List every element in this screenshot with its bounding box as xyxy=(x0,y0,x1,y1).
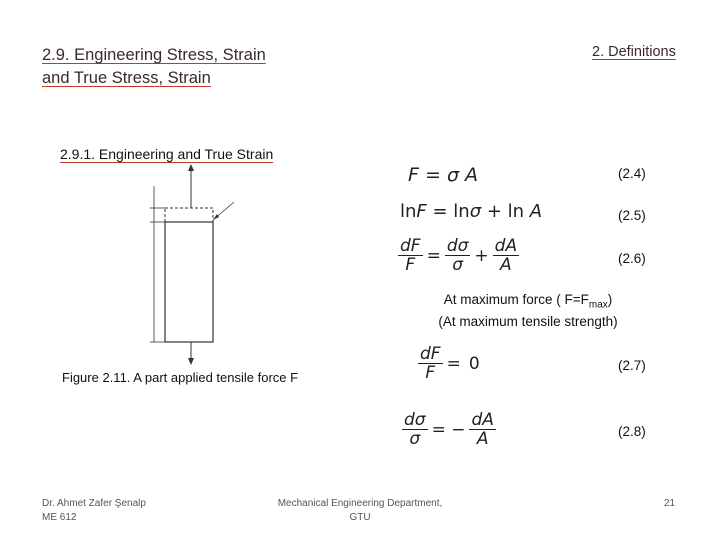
footer-department-block xyxy=(260,497,460,525)
specimen-body xyxy=(165,222,213,342)
footer-university: GTU xyxy=(349,512,371,523)
max-force-note-line1: At maximum force ( $F=F_{max}$) xyxy=(443,292,613,311)
footer-author-block xyxy=(42,497,146,525)
equation-2-5: lnF = lnσ + ln A xyxy=(400,201,543,222)
equation-number: (2.8) xyxy=(618,424,646,439)
equation-number: (2.6) xyxy=(618,251,646,266)
footer-department: Mechanical Engineering Department, xyxy=(277,498,443,509)
footer-course: ME 612 xyxy=(42,512,77,523)
slide-title-line2: and True Stress, Strain xyxy=(42,69,211,87)
equation-2-4: F = σ A xyxy=(408,164,479,186)
equation-number: (2.5) xyxy=(618,208,646,223)
equation-number: (2.4) xyxy=(618,166,646,181)
footer-author: Dr. Ahmet Zafer Şenalp xyxy=(42,498,146,509)
max-force-note xyxy=(412,292,644,329)
equation-2-8: $\frac{d\sigma}{\sigma}$ = − $\frac{dA}{A}$ xyxy=(404,410,494,449)
tensile-specimen-figure xyxy=(140,164,250,366)
slide-title xyxy=(42,44,266,90)
top-arrowhead xyxy=(188,164,194,171)
elongation-increment xyxy=(165,208,213,222)
equation-2-7: $\frac{dF}{F}$ = 0 xyxy=(420,344,480,383)
page-number: 21 xyxy=(664,498,676,509)
equation-number: (2.7) xyxy=(618,358,646,373)
section-label: 2. Definitions xyxy=(592,44,676,60)
max-force-note-line2: (At maximum tensile strength) xyxy=(438,313,618,329)
equation-2-6: $\frac{dF}{F}$ = $\frac{d\sigma}{\sigma}$ + $\frac{dA}{A}$ xyxy=(400,236,518,275)
bottom-arrowhead xyxy=(188,358,194,365)
slide-title-line1: 2.9. Engineering Stress, Strain xyxy=(42,46,266,64)
figure-caption: Figure 2.11. A part applied tensile force F xyxy=(62,370,299,385)
subsection-label: 2.9.1. Engineering and True Strain xyxy=(60,146,274,162)
